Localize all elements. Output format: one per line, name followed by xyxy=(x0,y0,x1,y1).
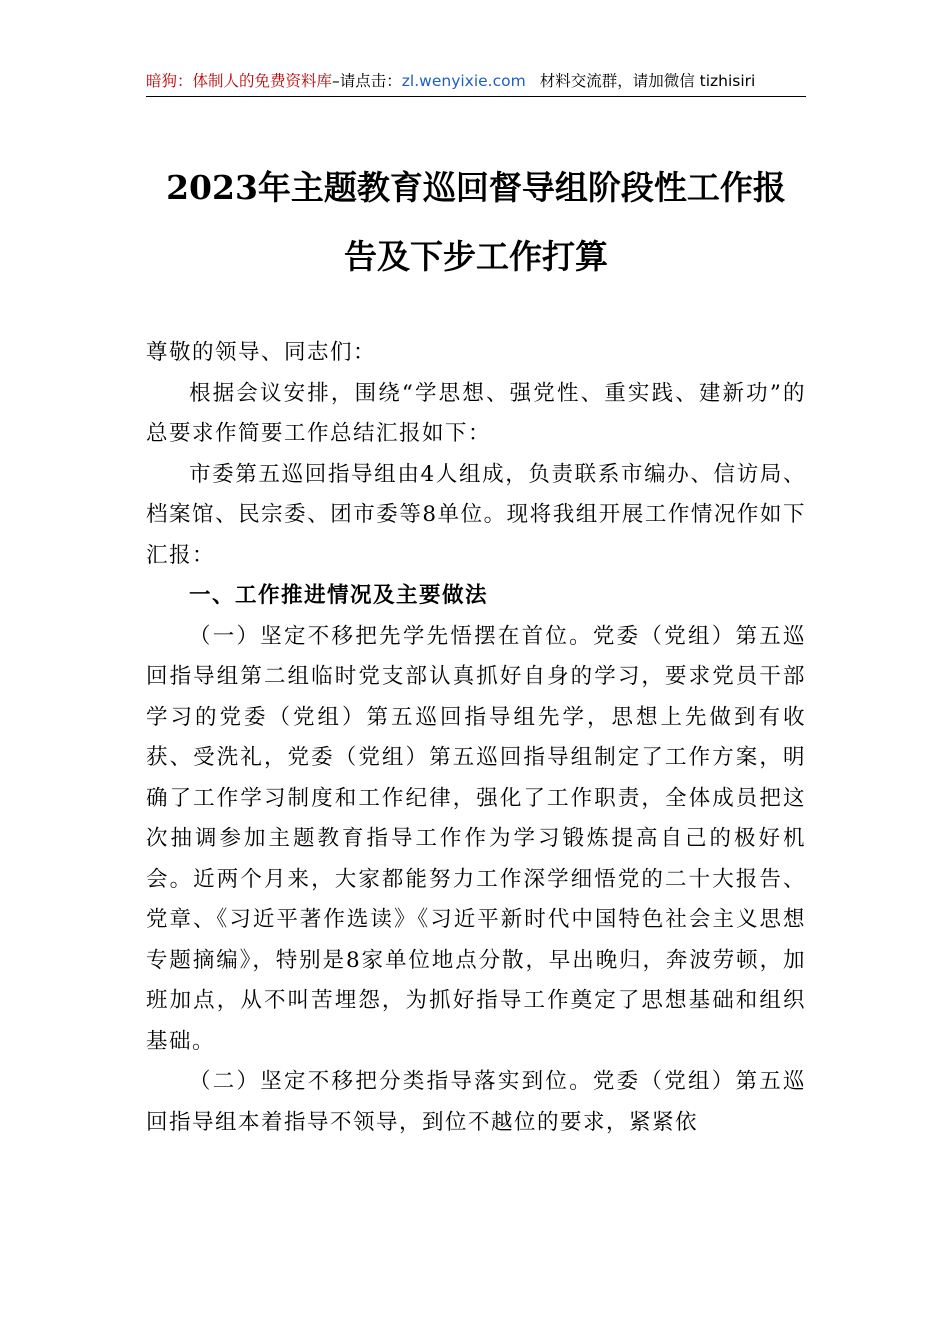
document-title-line1: 2023年主题教育巡回督导组阶段性工作报 xyxy=(166,168,786,207)
header-click-prompt: –请点击： xyxy=(332,72,402,90)
subsection-1-paragraph: （一）坚定不移把先学先悟摆在首位。党委（党组）第五巡回指导组第二组临时党支部认真抓好自身的学习，要求党员干部学习的党委（党组）第五巡回指导组先学，思想上先做到有收获、受洗礼，党委（党组）第五巡回指导组制定了工作方案，明确了工作学习制度和工作纪律，强化了工作职责，全体成员把这次抽调参加主题教育指导工作作为学习锻炼提高自己的极好机会。近两个月来，大家都能努力工作深学细悟党的二十大报告、党章、《习近平著作选读》《习近平新时代中国特色社会主义思想专题摘编》，特别是8家单位地点分散，早出晚归，奔波劳顿，加班加点，从不叫苦埋怨，为抓好指导工作奠定了思想基础和组织基础。 xyxy=(146,623,806,1054)
section-heading-1: 一、工作推进情况及主要做法 xyxy=(189,583,489,608)
document-title-line2: 告及下步工作打算 xyxy=(344,237,608,276)
overview-paragraph: 市委第五巡回指导组由4人组成，负责联系市编办、信访局、档案馆、民宗委、团市委等8单位。现将我组开展工作情况作如下汇报： xyxy=(146,461,806,568)
header-site-name: 暗狗：体制人的免费资料库 xyxy=(146,72,333,90)
greeting: 尊敬的领导、同志们： xyxy=(146,340,377,365)
header-contact: 材料交流群，请加微信 tizhisiri xyxy=(539,72,756,90)
document-body xyxy=(146,333,806,1143)
intro-paragraph: 根据会议安排，围绕“学思想、强党性、重实践、建新功”的总要求作简要工作总结汇报如下： xyxy=(146,380,806,446)
subsection-2-paragraph: （二）坚定不移把分类指导落实到位。党委（党组）第五巡回指导组本着指导不领导，到位不越位的要求，紧紧依 xyxy=(146,1069,806,1135)
page-header xyxy=(146,70,806,97)
header-url-link[interactable]: zl.wenyixie.com xyxy=(401,72,526,90)
